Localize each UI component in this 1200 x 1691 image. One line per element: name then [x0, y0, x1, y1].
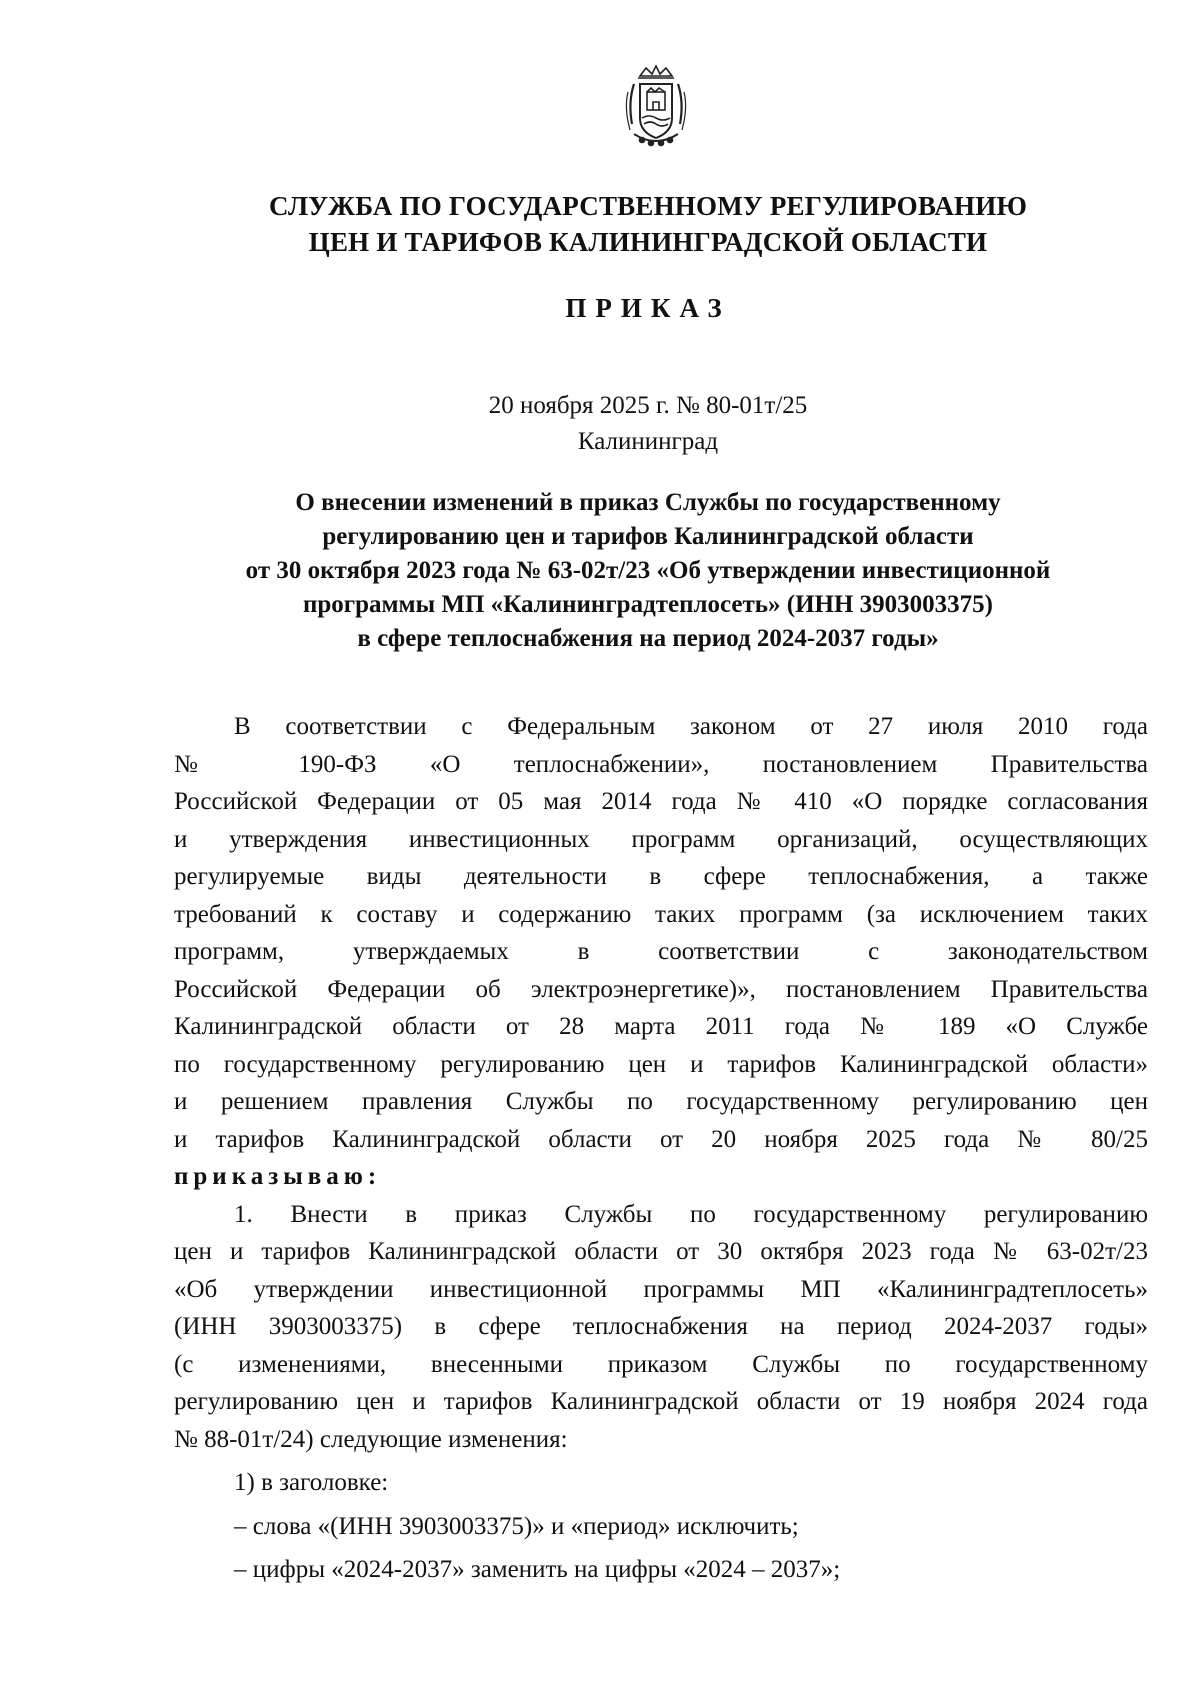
title-line: в сфере теплоснабжения на период 2024-2037 годы» — [357, 625, 939, 652]
dash-item-1: – слова «(ИНН 3903003375)» и «период» исключить; — [234, 1512, 799, 1540]
item-1-paragraph — [174, 1196, 1148, 1459]
preamble-line: и тарифов Калининградской области от 20 ноября 2025 года № 80/25 — [174, 1125, 1148, 1153]
sub-item-1: 1) в заголовке: — [234, 1469, 389, 1496]
order-word: приказываю: — [174, 1163, 382, 1190]
date-and-number: 20 ноября 2025 г. № 80-01т/25 — [488, 392, 808, 419]
preamble-line: № 190-ФЗ «О теплоснабжении», постановлением Правительства — [174, 750, 1148, 778]
preamble-line: требований к составу и содержанию таких программ (за исключением таких — [174, 900, 1148, 928]
agency-name-line-1: СЛУЖБА ПО ГОСУДАРСТВЕННОМУ РЕГУЛИРОВАНИЮ — [268, 191, 1028, 221]
preamble-line: Российской Федерации об электроэнергетике)», постановлением Правительства — [174, 975, 1148, 1003]
document-type: ПРИКАЗ — [565, 293, 731, 323]
item-1-line: «Об утверждении инвестиционной программы МП «Калининградтеплосеть» — [174, 1275, 1148, 1303]
title-line: программы МП «Калининградтеплосеть» (ИНН 3903003375) — [302, 591, 994, 618]
title-line: регулированию цен и тарифов Калининградской области — [322, 523, 974, 550]
preamble-line: и решением правления Службы по государственному регулированию цен — [174, 1088, 1148, 1115]
preamble-line: В соответствии с Федеральным законом от 27 июля 2010 года — [234, 713, 1148, 740]
preamble-line: Калининградской области от 28 марта 2011 года № 189 «О Службе — [174, 1013, 1148, 1040]
city: Калининград — [577, 428, 719, 455]
document-body — [174, 708, 1148, 1589]
title-line: от 30 октября 2023 года № 63-02т/23 «Об утверждении инвестиционной — [245, 557, 1051, 584]
item-1-line: № 88-01т/24) следующие изменения: — [174, 1425, 568, 1453]
item-1-line: цен и тарифов Калининградской области от 30 октября 2023 года № 63-02т/23 — [174, 1238, 1148, 1265]
item-1-line: (с изменениями, внесенными приказом Службы по государственному — [174, 1350, 1148, 1378]
preamble-line: по государственному регулированию цен и тарифов Калининградской области» — [174, 1050, 1148, 1078]
dash-item-2: – цифры «2024-2037» заменить на цифры «2024 – 2037»; — [234, 1556, 841, 1583]
item-1-line: 1. Внести в приказ Службы по государственному регулированию — [234, 1200, 1148, 1228]
item-1-line: (ИНН 3903003375) в сфере теплоснабжения на период 2024-2037 годы» — [174, 1313, 1148, 1340]
coat-of-arms-emblem — [620, 62, 692, 152]
document-title — [150, 486, 1146, 656]
preamble-line: и утверждения инвестиционных программ организаций, осуществляющих — [174, 825, 1148, 853]
preamble-line: регулируемые виды деятельности в сфере теплоснабжения, а также — [174, 863, 1148, 890]
agency-name-line-2: ЦЕН И ТАРИФОВ КАЛИНИНГРАДСКОЙ ОБЛАСТИ — [308, 227, 988, 257]
item-1-line: регулированию цен и тарифов Калининградской области от 19 ноября 2024 года — [174, 1388, 1148, 1415]
title-line: О внесении изменений в приказ Службы по государственному — [295, 489, 1001, 516]
preamble-line: Российской Федерации от 05 мая 2014 года № 410 «О порядке согласования — [174, 788, 1148, 815]
agency-name — [150, 188, 1146, 260]
preamble-line: программ, утверждаемых в соответствии с законодательством — [174, 938, 1148, 965]
preamble-paragraph — [174, 708, 1148, 1196]
